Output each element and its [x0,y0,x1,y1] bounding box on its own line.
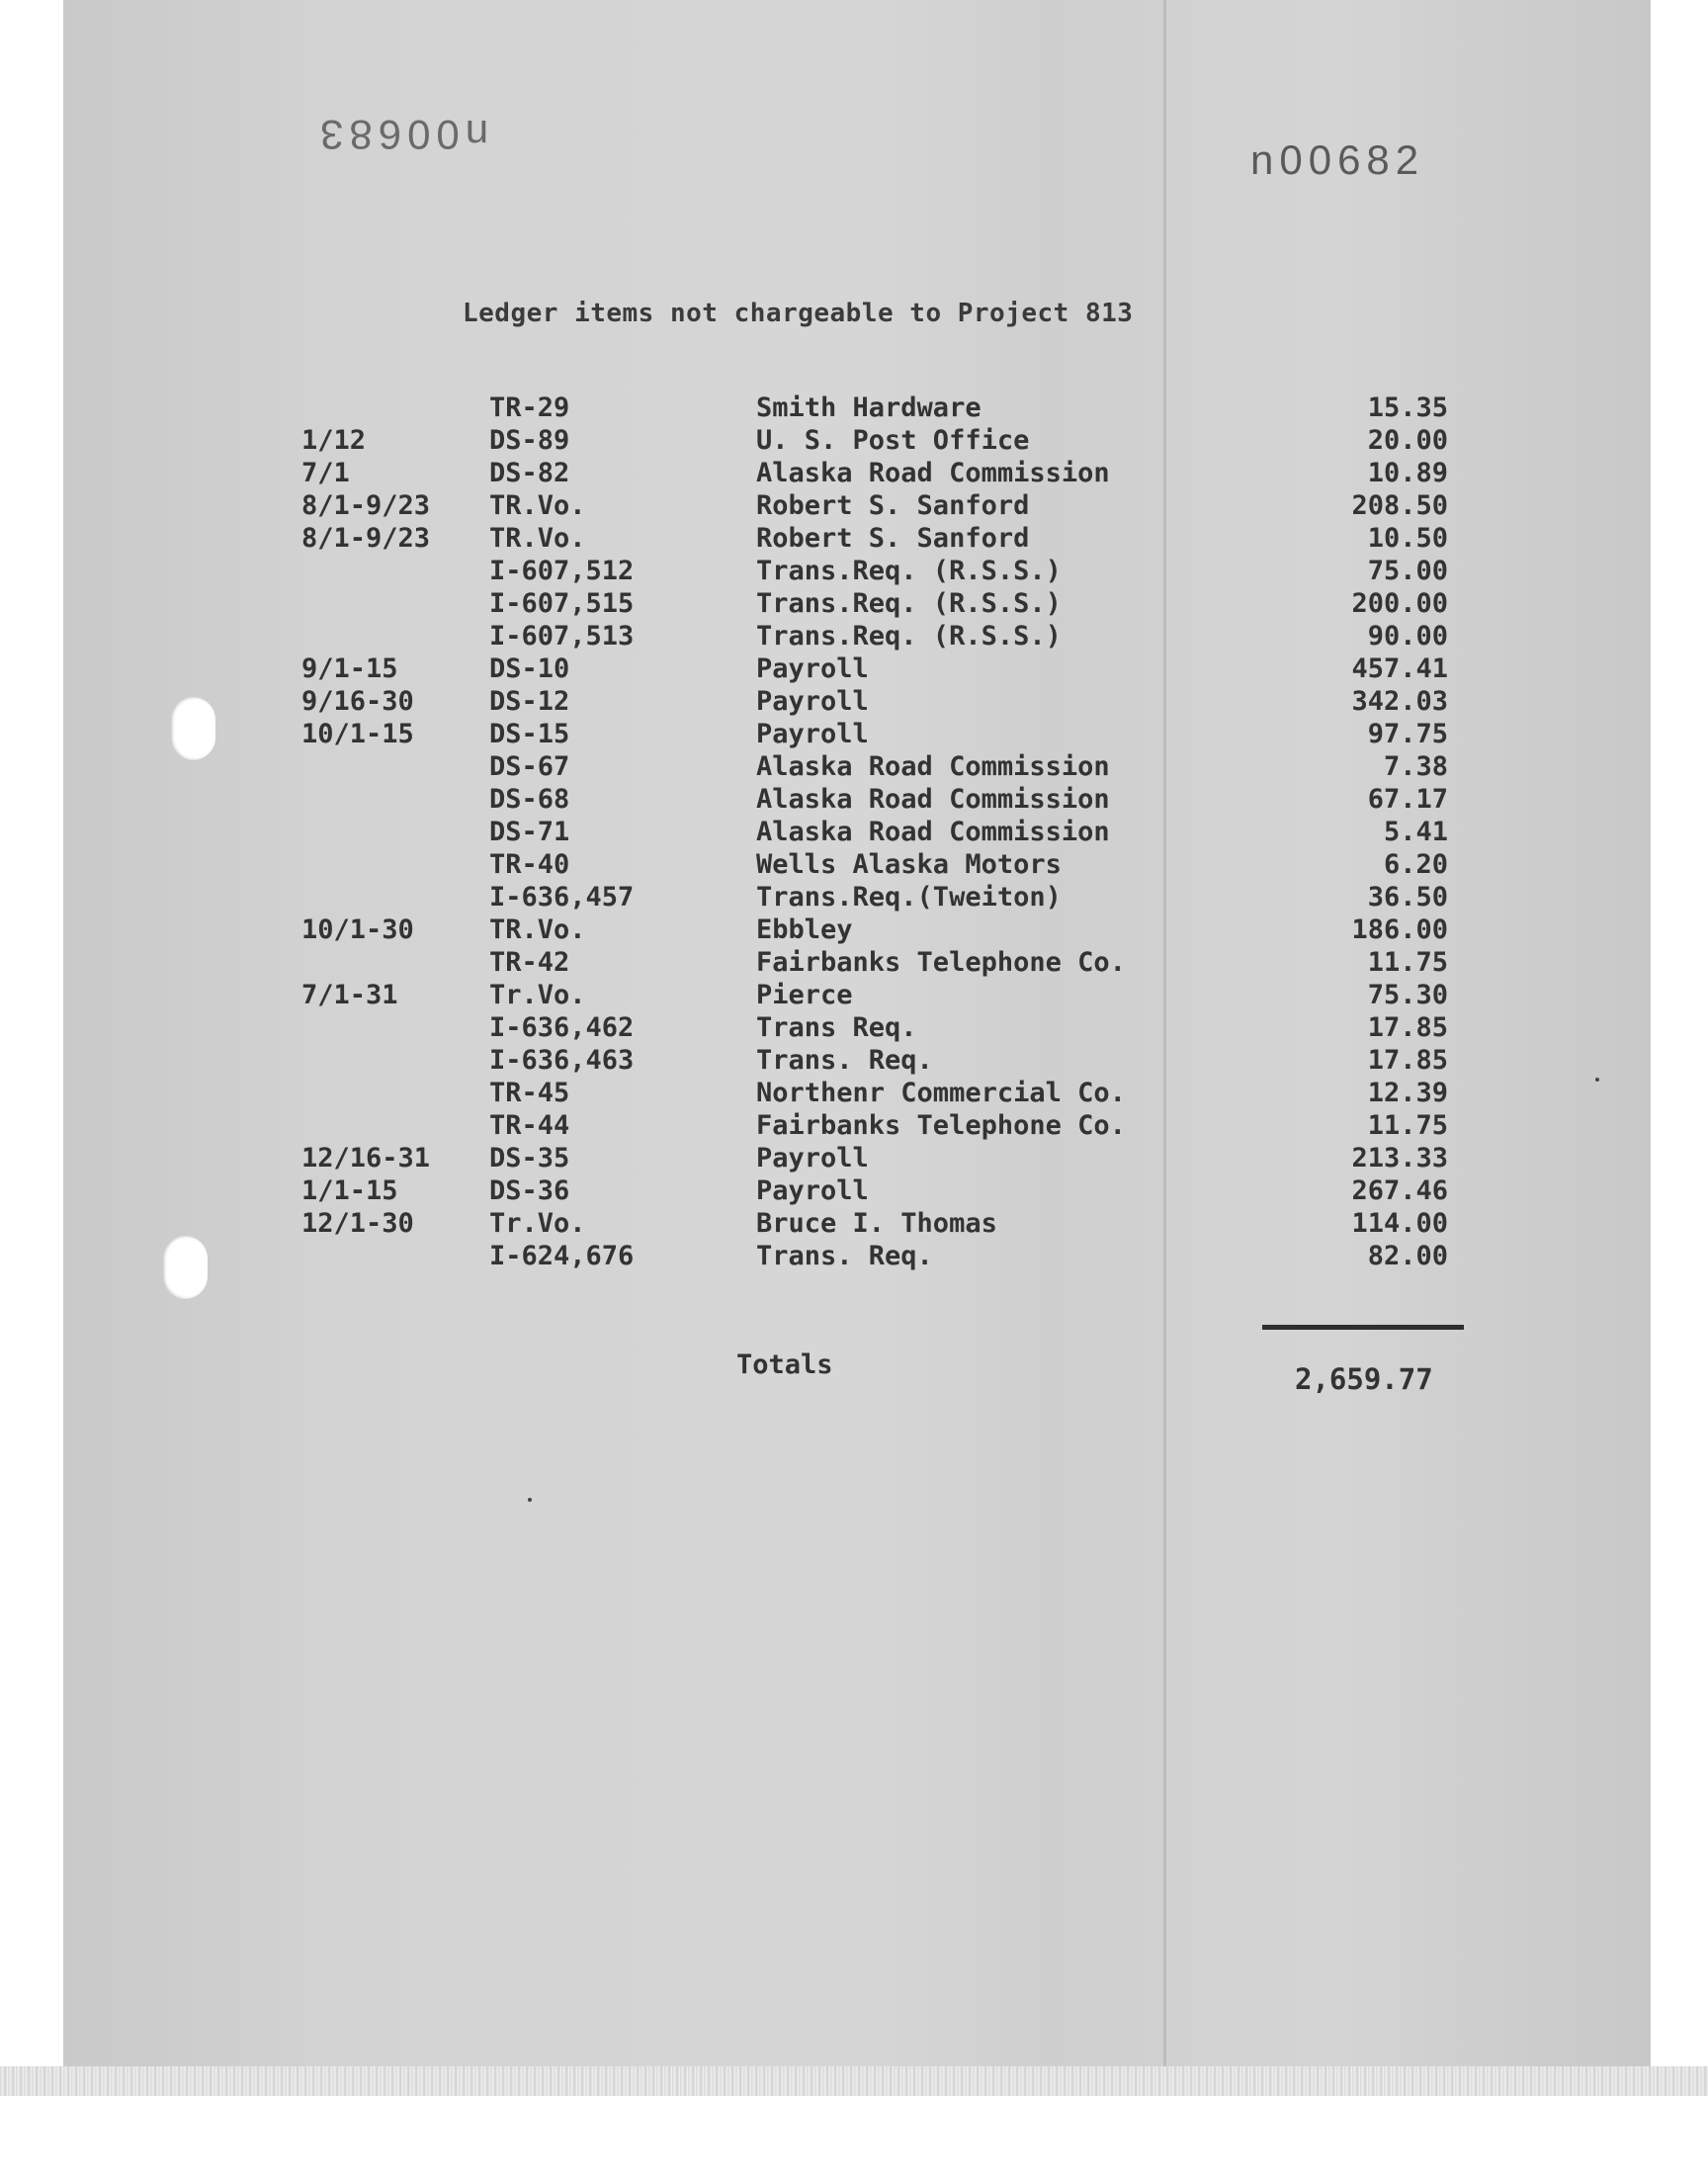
ledger-amount: 10.89 [1367,458,1448,488]
ledger-date: 12/1-30 [301,1208,414,1239]
ledger-row [292,1110,1458,1143]
ledger-amount: 186.00 [1351,914,1448,945]
ledger-payee: Trans.Req.(Tweiton) [756,882,1062,913]
ledger-amount: 6.20 [1383,849,1448,880]
ledger-reference: DS-68 [489,784,570,815]
ledger-row [292,1241,1458,1273]
ledger-reference: DS-71 [489,817,570,847]
ledger-payee: Trans Req. [756,1012,917,1043]
punch-hole [170,697,215,760]
ledger-amount: 11.75 [1367,947,1448,978]
ledger-amount: 75.30 [1367,980,1448,1010]
ledger-payee: Alaska Road Commission [756,458,1110,488]
ledger-amount: 10.50 [1367,523,1448,554]
ledger-payee: Alaska Road Commission [756,751,1110,782]
ledger-payee: Trans. Req. [756,1241,933,1271]
ledger-row [292,490,1458,523]
ledger-payee: Wells Alaska Motors [756,849,1062,880]
ledger-reference: I-607,515 [489,588,635,619]
ledger-reference: I-636,463 [489,1045,635,1076]
ledger-row [292,849,1458,882]
ledger-row [292,914,1458,947]
ledger-amount: 20.00 [1367,425,1448,456]
ledger-amount: 12.39 [1367,1078,1448,1108]
ledger-amount: 90.00 [1367,621,1448,652]
ledger-date: 7/1 [301,458,350,488]
ledger-amount: 267.46 [1351,1175,1448,1206]
ledger-amount: 11.75 [1367,1110,1448,1141]
totals-value: 2,659.77 [1295,1362,1433,1396]
ledger-payee: Payroll [756,686,869,717]
ledger-reference: TR-45 [489,1078,570,1108]
ledger-amount: 457.41 [1351,653,1448,684]
ledger-row [292,1012,1458,1045]
ledger-amount: 82.00 [1367,1241,1448,1271]
ledger-amount: 17.85 [1367,1045,1448,1076]
ledger-row [292,882,1458,914]
ledger-reference: I-607,513 [489,621,635,652]
ledger-reference: TR.Vo. [489,523,586,554]
ledger-reference: I-624,676 [489,1241,635,1271]
ledger-payee: Robert S. Sanford [756,490,1030,521]
ledger-payee: Bruce I. Thomas [756,1208,997,1239]
punch-hole [162,1236,208,1299]
ledger-payee: Trans. Req. [756,1045,933,1076]
ledger-amount: 7.38 [1383,751,1448,782]
ledger-date: 12/16-31 [301,1143,431,1174]
totals-rule [1262,1325,1464,1330]
ledger-amount: 36.50 [1367,882,1448,913]
ledger-payee: Fairbanks Telephone Co. [756,947,1126,978]
ledger-amount: 97.75 [1367,719,1448,749]
ledger-reference: DS-10 [489,653,570,684]
ledger-payee: Fairbanks Telephone Co. [756,1110,1126,1141]
ledger-row [292,719,1458,751]
page-title: Ledger items not chargeable to Project 813 [463,299,1134,328]
ledger-date: 8/1-9/23 [301,490,431,521]
ledger-payee: Payroll [756,653,869,684]
ledger-date: 1/12 [301,425,367,456]
ledger-amount: 208.50 [1351,490,1448,521]
ledger-reference: TR-44 [489,1110,570,1141]
ledger-amount: 342.03 [1351,686,1448,717]
ledger-payee: Pierce [756,980,853,1010]
ledger-reference: TR-29 [489,392,570,423]
ledger-reference: I-636,462 [489,1012,635,1043]
ledger-date: 10/1-15 [301,719,414,749]
ledger-row [292,392,1458,425]
ledger-reference: Tr.Vo. [489,980,586,1010]
ledger-row [292,523,1458,556]
ledger-row [292,980,1458,1012]
ledger-row [292,686,1458,719]
ledger-payee: Alaska Road Commission [756,784,1110,815]
ledger-reference: TR-40 [489,849,570,880]
ledger-payee: Robert S. Sanford [756,523,1030,554]
ledger-payee: Payroll [756,1143,869,1174]
ledger-reference: TR-42 [489,947,570,978]
ledger-payee: Payroll [756,1175,869,1206]
ledger-reference: DS-82 [489,458,570,488]
ledger-reference: DS-12 [489,686,570,717]
ledger-row [292,817,1458,849]
ledger-date: 8/1-9/23 [301,523,431,554]
ledger-date: 7/1-31 [301,980,398,1010]
ledger-amount: 75.00 [1367,556,1448,586]
ledger-row [292,1175,1458,1208]
speck [1595,1078,1599,1082]
ledger-reference: I-636,457 [489,882,635,913]
ledger-payee: Ebbley [756,914,853,945]
ledger-reference: Tr.Vo. [489,1208,586,1239]
ledger-row [292,653,1458,686]
ledger-payee: Payroll [756,719,869,749]
ledger-row [292,425,1458,458]
ledger-row [292,751,1458,784]
ledger-payee: Northenr Commercial Co. [756,1078,1126,1108]
ledger-row [292,1078,1458,1110]
ledger-payee: Alaska Road Commission [756,817,1110,847]
ledger-amount: 15.35 [1367,392,1448,423]
stamp-number-right: n00682 [1250,136,1425,183]
ledger-amount: 5.41 [1383,817,1448,847]
scan-edge-strip [0,2066,1708,2096]
ledger-amount: 213.33 [1351,1143,1448,1174]
ledger-payee: Trans.Req. (R.S.S.) [756,588,1062,619]
ledger-date: 1/1-15 [301,1175,398,1206]
speck [528,1498,532,1502]
ledger-row [292,1143,1458,1175]
ledger-date: 9/1-15 [301,653,398,684]
stamp-number-left: n00683 [314,112,489,158]
ledger-payee: U. S. Post Office [756,425,1030,456]
ledger-reference: DS-89 [489,425,570,456]
ledger-date: 10/1-30 [301,914,414,945]
ledger-row [292,588,1458,621]
ledger-amount: 67.17 [1367,784,1448,815]
ledger-amount: 17.85 [1367,1012,1448,1043]
ledger-date: 9/16-30 [301,686,414,717]
ledger-reference: DS-67 [489,751,570,782]
ledger-row [292,621,1458,653]
ledger-row [292,784,1458,817]
ledger-reference: I-607,512 [489,556,635,586]
ledger-row [292,1045,1458,1078]
ledger-row [292,458,1458,490]
ledger-payee: Trans.Req. (R.S.S.) [756,556,1062,586]
ledger-row [292,1208,1458,1241]
ledger-reference: TR.Vo. [489,490,586,521]
ledger-payee: Smith Hardware [756,392,982,423]
ledger-amount: 200.00 [1351,588,1448,619]
ledger-reference: DS-15 [489,719,570,749]
ledger-reference: TR.Vo. [489,914,586,945]
ledger-row [292,947,1458,980]
ledger-amount: 114.00 [1351,1208,1448,1239]
ledger-table [292,392,1458,1273]
ledger-reference: DS-35 [489,1143,570,1174]
ledger-reference: DS-36 [489,1175,570,1206]
ledger-payee: Trans.Req. (R.S.S.) [756,621,1062,652]
ledger-row [292,556,1458,588]
totals-label: Totals [736,1349,833,1380]
